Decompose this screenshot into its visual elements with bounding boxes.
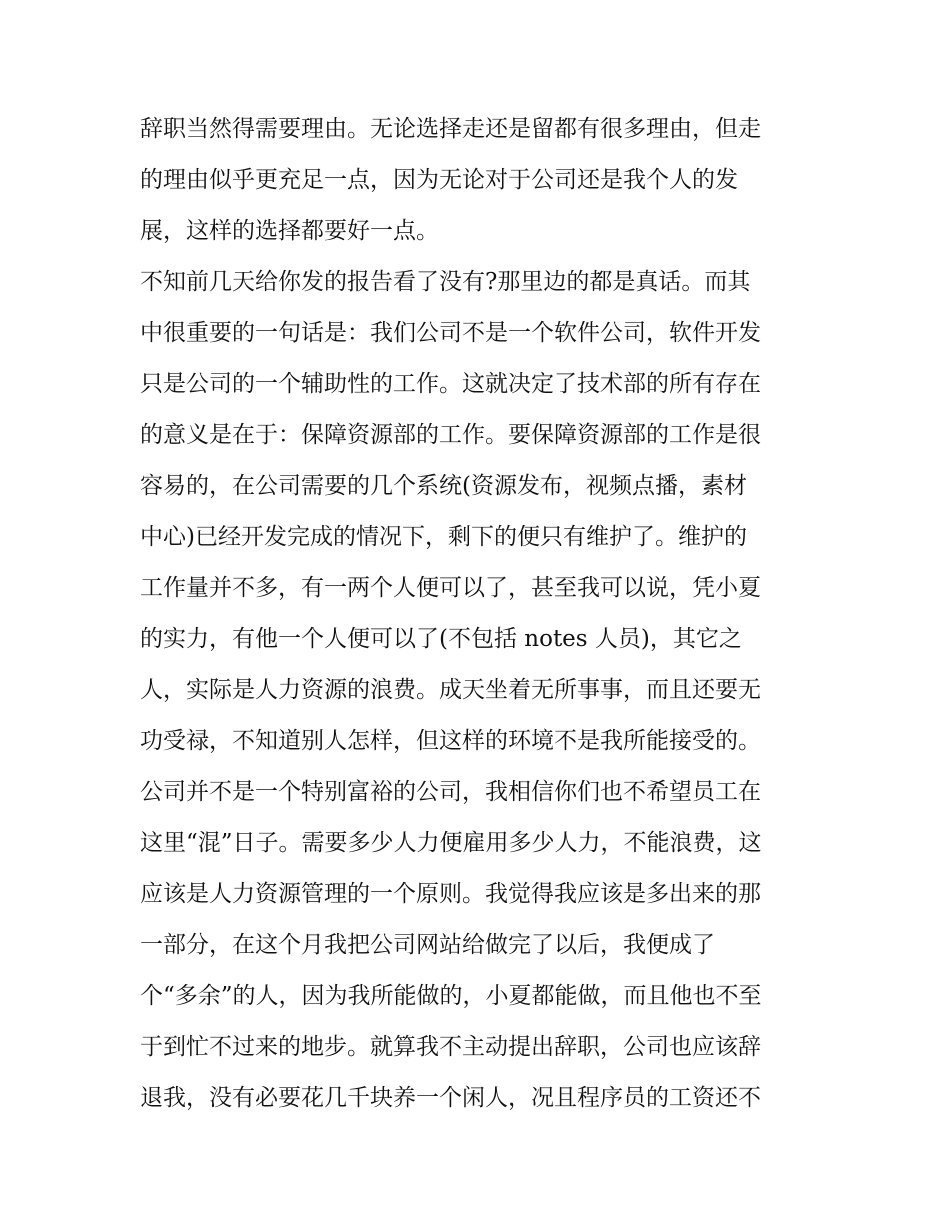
text-line-13: 功受禄，不知道别人怎样，但这样的环境不是我所能接受的。 [140,728,761,754]
text-line-12: 人，实际是人力资源的浪费。成天坐着无所事事，而且还要无 [140,677,761,703]
text-line-6: 只是公司的一个辅助性的工作。这就决定了技术部的所有存在 [140,371,761,397]
text-line-3: 展，这样的选择都要好一点。 [140,218,439,244]
text-line-15: 这里“混”日子。需要多少人力便雇用多少人力，不能浪费，这 [140,830,762,856]
text-line-8: 容易的，在公司需要的几个系统(资源发布，视频点播，素材 [140,473,747,499]
body-text [140,104,820,1124]
text-line-10: 工作量并不多，有一两个人便可以了，甚至我可以说，凭小夏 [140,575,761,601]
text-line-1: 辞职当然得需要理由。无论选择走还是留都有很多理由，但走 [140,116,761,142]
text-line-5: 中很重要的一句话是：我们公司不是一个软件公司，软件开发 [140,320,761,346]
text-line-2: 的理由似乎更充足一点，因为无论对于公司还是我个人的发 [140,167,738,193]
text-line-19: 于到忙不过来的地步。就算我不主动提出辞职，公司也应该辞 [140,1034,761,1060]
text-line-11: 的实力，有他一个人便可以了(不包括 notes 人员)，其它之 [140,626,742,652]
text-line-17: 一部分，在这个月我把公司网站给做完了以后，我便成了 [140,932,715,958]
text-line-9: 中心)已经开发完成的情况下，剩下的便只有维护了。维护的 [140,524,747,550]
text-line-16: 应该是人力资源管理的一个原则。我觉得我应该是多出来的那 [140,881,761,907]
text-line-18: 个“多余”的人，因为我所能做的，小夏都能做，而且他也不至 [140,983,762,1009]
text-line-20: 退我，没有必要花几千块养一个闲人，况且程序员的工资还不 [140,1085,761,1111]
text-line-4: 不知前几天给你发的报告看了没有?那里边的都是真话。而其 [140,269,751,295]
text-line-14: 公司并不是一个特别富裕的公司，我相信你们也不希望员工在 [140,779,761,805]
text-line-7: 的意义是在于：保障资源部的工作。要保障资源部的工作是很 [140,422,761,448]
